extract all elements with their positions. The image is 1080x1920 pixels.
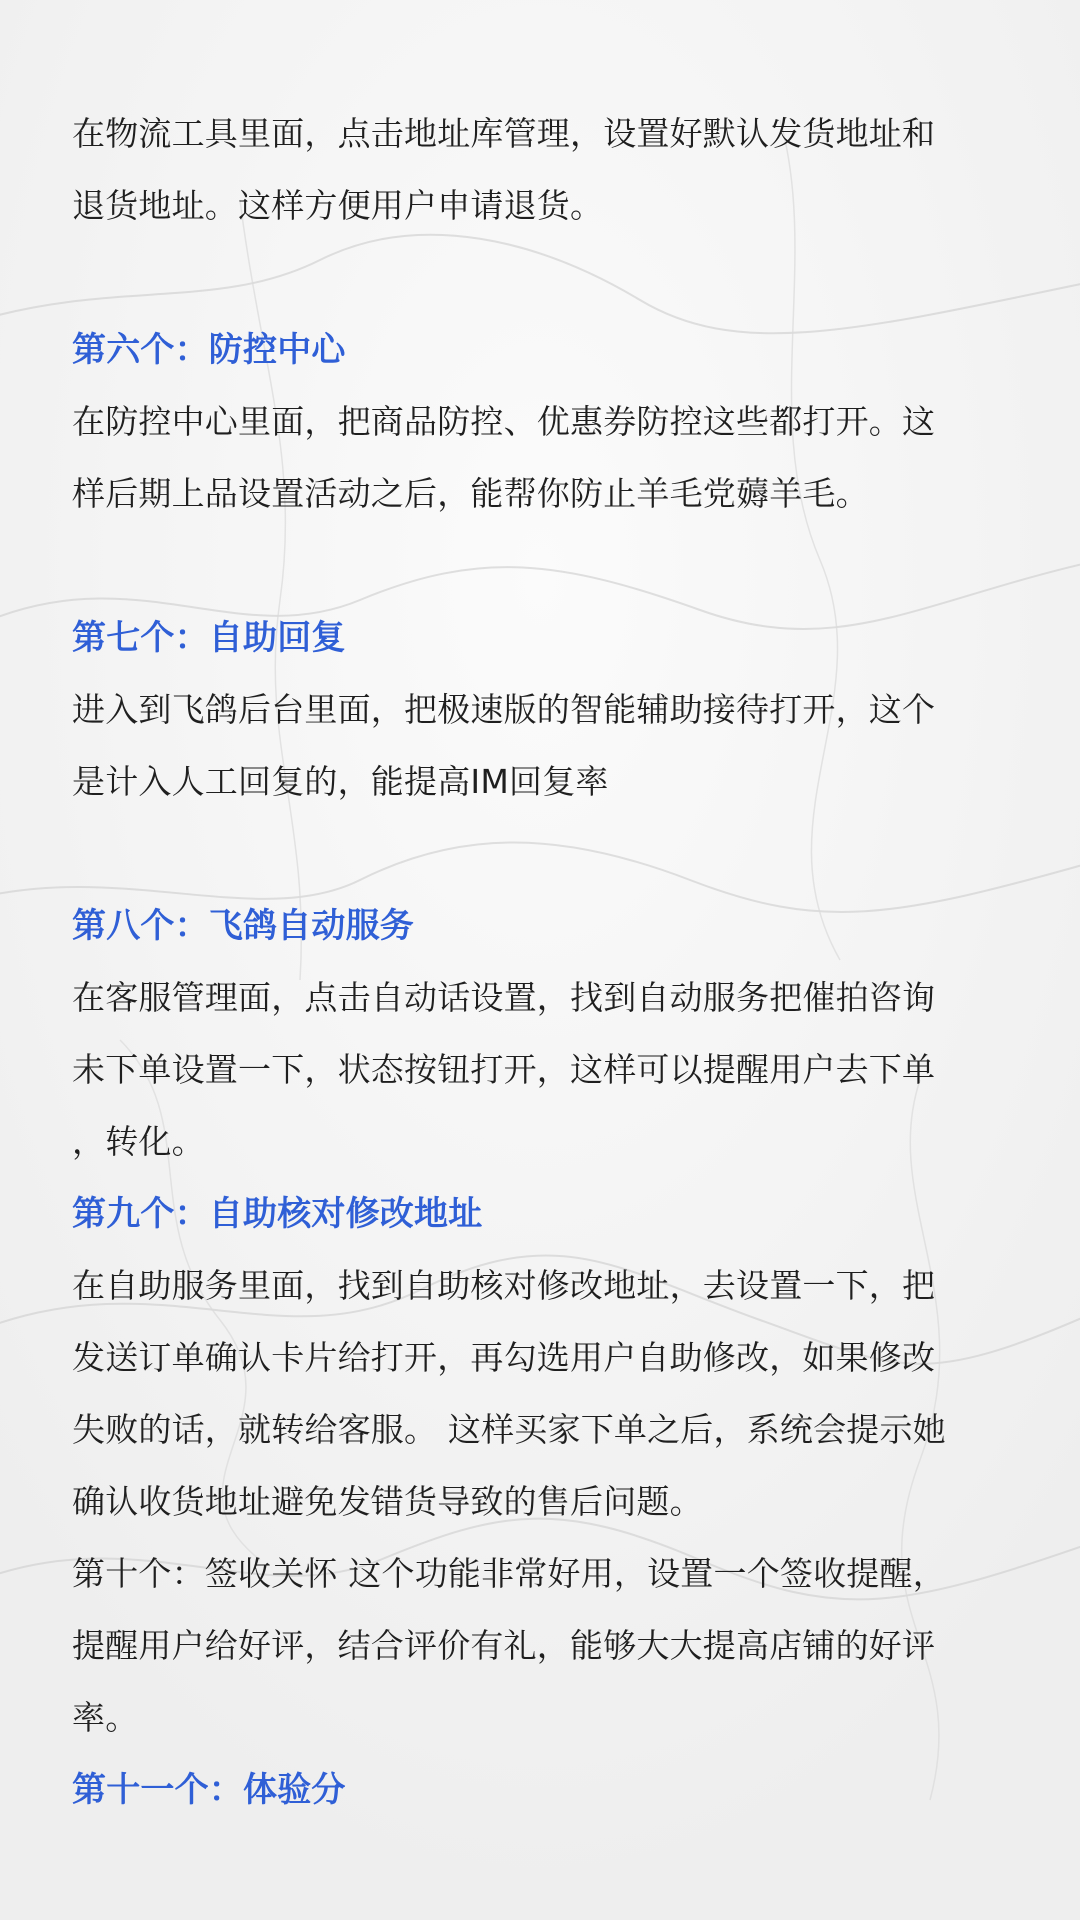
paragraph-line: 进入到飞鸽后台里面，把极速版的智能辅助接待打开，这个 bbox=[72, 690, 936, 729]
paragraph bbox=[72, 962, 1022, 1178]
paragraph-line: 未下单设置一下，状态按钮打开，这样可以提醒用户去下单 bbox=[72, 1050, 936, 1089]
paragraph bbox=[72, 1538, 1022, 1754]
paragraph-line: 样后期上品设置活动之后，能帮你防止羊毛党薅羊毛。 bbox=[72, 474, 869, 513]
article-content bbox=[72, 98, 1022, 1826]
section-heading: 第七个：自助回复 bbox=[72, 618, 346, 658]
paragraph-line: 在物流工具里面，点击地址库管理，设置好默认发货地址和 bbox=[72, 114, 936, 153]
paragraph-line: 率。 bbox=[72, 1698, 139, 1737]
section-sign-care bbox=[72, 1538, 1022, 1754]
paragraph-line: 第十个：签收关怀 这个功能非常好用，设置一个签收提醒， bbox=[72, 1554, 946, 1593]
paragraph-line: 在客服管理面，点击自动话设置，找到自动服务把催拍咨询 bbox=[72, 978, 936, 1017]
paragraph bbox=[72, 674, 1022, 818]
paragraph-line: 提醒用户给好评，结合评价有礼，能够大大提高店铺的好评 bbox=[72, 1626, 936, 1665]
paragraph-line: 确认收货地址避免发错货导致的售后问题。 bbox=[72, 1482, 703, 1521]
paragraph bbox=[72, 386, 1022, 530]
section-heading: 第六个：防控中心 bbox=[72, 330, 346, 370]
section-heading: 第十一个：体验分 bbox=[72, 1770, 346, 1810]
paragraph-line: 发送订单确认卡片给打开，再勾选用户自助修改，如果修改 bbox=[72, 1338, 936, 1377]
section-heading: 第八个：飞鸽自动服务 bbox=[72, 906, 414, 946]
section-auto-reply bbox=[72, 602, 1022, 818]
paragraph-line: 在防控中心里面，把商品防控、优惠券防控这些都打开。这 bbox=[72, 402, 936, 441]
section-address-check bbox=[72, 1178, 1022, 1538]
paragraph-line: 失败的话，就转给客服。 这样买家下单之后，系统会提示她 bbox=[72, 1410, 946, 1449]
paragraph-line: ，转化。 bbox=[72, 1122, 205, 1161]
section-address-library bbox=[72, 98, 1022, 242]
section-risk-control bbox=[72, 314, 1022, 530]
section-experience-score bbox=[72, 1754, 1022, 1826]
paragraph-line: 退货地址。这样方便用户申请退货。 bbox=[72, 186, 604, 225]
section-feige-auto-service bbox=[72, 890, 1022, 1178]
paragraph-line: 在自助服务里面，找到自助核对修改地址，去设置一下，把 bbox=[72, 1266, 936, 1305]
paragraph bbox=[72, 98, 1022, 242]
paragraph bbox=[72, 1250, 1022, 1538]
paragraph-line: 是计入人工回复的，能提高IM回复率 bbox=[72, 762, 609, 801]
section-heading: 第九个：自助核对修改地址 bbox=[72, 1194, 483, 1234]
